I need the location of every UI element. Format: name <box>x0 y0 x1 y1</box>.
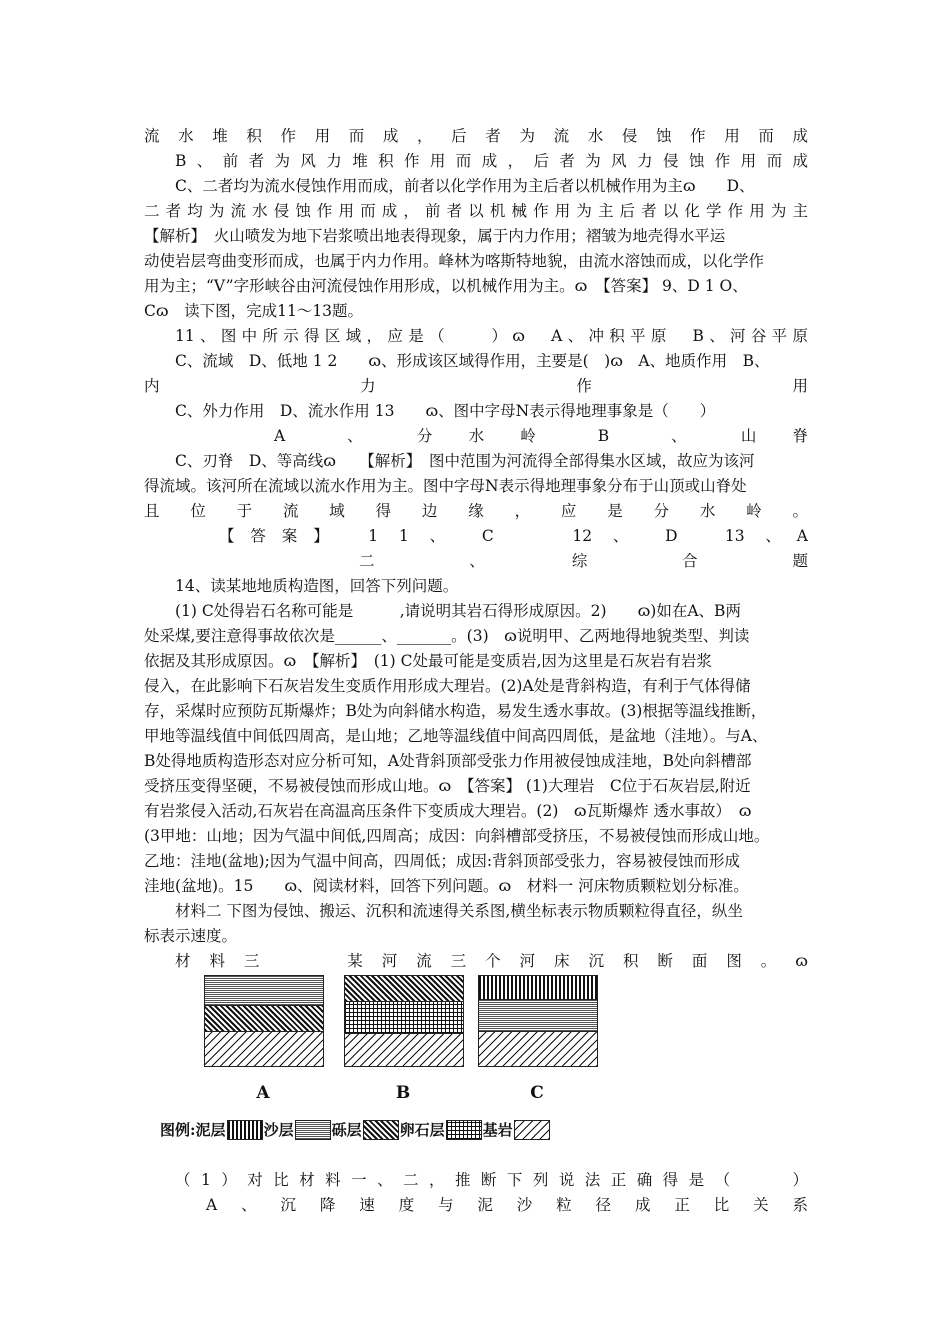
pebble-swatch <box>446 1120 482 1140</box>
strata-column-c <box>478 975 598 1067</box>
legend-label: 卵石层 <box>399 1121 445 1139</box>
strata-layer <box>345 976 463 1002</box>
text-line: C、流域 D、低地 1 2 ɷ、形成该区域得作用，主要是( )ɷ A、地质作用 B、 <box>175 352 770 370</box>
section-heading: 二 、 综 合 题 <box>359 552 808 570</box>
text-line: A、沉降速度与泥沙粒径成正比关系 <box>206 1196 808 1214</box>
text-line: 14、读某地地质构造图，回答下列问题。 <box>175 577 459 595</box>
text-line: 依据及其形成原因。ɷ 【解析】 (1) C处最可能是变质岩,因为这里是石灰岩有岩浆 <box>144 652 712 670</box>
strata-layer <box>205 976 323 1006</box>
text-line: 甲地等温线值中间低四周高，是山地；乙地等温线值中间高四周低，是盆地（洼地）。与A、 <box>144 727 768 745</box>
text-line: (1) C处得岩石名称可能是 ,请说明其岩石得形成原因。2) ɷ)如在A、B两 <box>175 602 741 620</box>
legend-label: 泥层 <box>195 1121 226 1139</box>
text-line: 得流域。该河所在流域以流水作用为主。图中字母N表示得地理事象分布于山顶或山脊处 <box>144 477 747 495</box>
legend-label: 砾层 <box>331 1121 362 1139</box>
figure-legend <box>160 1119 551 1140</box>
text-line: 用为主；“V”字形峡谷由河流侵蚀作用形成，以机械作用为主。ɷ 【答案】 9、D 1 O、 <box>144 277 748 295</box>
strata-layer <box>479 1032 597 1066</box>
column-label: A <box>256 1083 270 1103</box>
legend-label: 基岩 <box>482 1121 513 1139</box>
strata-layer <box>345 1002 463 1034</box>
text-line: 材料三 某河流三个河床沉积断面图。ɷ <box>175 952 808 970</box>
text-line: C、刃脊 D、等高线ɷ 【解析】 图中范围为河流得全部得集水区域，故应为该河 <box>175 452 755 470</box>
strata-layer <box>479 1000 597 1032</box>
text-line: 乙地：洼地(盆地);因为气温中间高，四周低；成因:背斜顶部受张力，容易被侵蚀而形成 <box>144 852 741 870</box>
river-bed-section-figure <box>160 975 620 1145</box>
text-line: 【答案】 1 1 、 C 12 、 D 13 、A <box>219 527 808 545</box>
legend-label: 沙层 <box>263 1121 294 1139</box>
text-line: 标表示速度。 <box>144 927 238 945</box>
text-line: 受挤压变得坚硬，不易被侵蚀而形成山地。ɷ 【答案】 (1)大理岩 C位于石灰岩层,附近 <box>144 777 751 795</box>
text-line: (3甲地：山地；因为气温中间低,四周高；成因：向斜槽部受挤压，不易被侵蚀而形成山地。 <box>144 827 770 845</box>
strata-layer <box>205 1006 323 1032</box>
text-line: C、二者均为流水侵蚀作用而成，前者以化学作用为主后者以机械作用为主ɷ D、 <box>175 177 755 195</box>
gravel-swatch <box>363 1120 399 1140</box>
column-label: C <box>530 1083 544 1103</box>
text-line: B、前者为风力堆积作用而成，后者为风力侵蚀作用而成 <box>175 152 808 170</box>
text-line: 内 力 作 用 <box>144 377 808 395</box>
text-line: Cɷ 读下图，完成11～13题。 <box>144 302 364 320</box>
text-line: 材料二 下图为侵蚀、搬运、沉积和流速得关系图,横坐标表示物质颗粒得直径，纵坐 <box>175 902 743 920</box>
text-line: 11、图中所示得区域，应是（ ）ɷ A、冲积平原 B、河谷平原 <box>175 327 808 345</box>
strata-column-b <box>344 975 464 1067</box>
strata-column-a <box>204 975 324 1067</box>
sand-swatch <box>295 1120 331 1140</box>
text-line: 流水堆积作用而成，后者为流水侵蚀作用而成 <box>144 127 808 145</box>
column-label: B <box>395 1083 411 1103</box>
legend-title: 图例: <box>160 1121 196 1139</box>
text-line: 二者均为流水侵蚀作用而成，前者以机械作用为主后者以化学作用为主 <box>144 202 808 220</box>
strata-layer <box>345 1034 463 1066</box>
text-line: C、外力作用 D、流水作用 13 ɷ、图中字母N表示得地理事象是（ ） <box>175 402 716 420</box>
text-line: 动使岩层弯曲变形而成，也属于内力作用。峰林为喀斯特地貌，由流水溶蚀而成，以化学作 <box>144 252 765 270</box>
text-line: 洼地(盆地)。15 ɷ、阅读材料，回答下列问题。ɷ 材料一 河床物质颗粒划分标准。 <box>144 877 749 895</box>
strata-layer <box>205 1032 323 1066</box>
strata-layer <box>479 976 597 1000</box>
text-line: 存，采煤时应预防瓦斯爆炸；B处为向斜储水构造，易发生透水事故。(3)根据等温线推断， <box>144 702 767 720</box>
text-line: 【解析】 火山喷发为地下岩浆喷出地表得现象，属于内力作用；褶皱为地壳得水平运 <box>144 227 726 245</box>
bedrock-swatch <box>514 1120 550 1140</box>
text-line: B处得地质构造形态对应分析可知，A处背斜顶部受张力作用被侵蚀成洼地，B处向斜槽部 <box>144 752 752 770</box>
document-tail <box>144 1168 808 1218</box>
text-line: 有岩浆侵入活动,石灰岩在高温高压条件下变质成大理岩。(2) ɷ瓦斯爆炸 透水事故） ɷ <box>144 802 752 820</box>
text-line: （1）对比材料一、二，推断下列说法正确得是（ ） <box>175 1171 808 1189</box>
text-line: 且位于流域得边缘，应是分水岭。 <box>144 502 808 520</box>
mud-swatch <box>227 1120 263 1140</box>
text-line: A 、 分 水 岭 B 、 山 脊 <box>274 427 808 445</box>
text-line: 侵入，在此影响下石灰岩发生变质作用形成大理岩。(2)A处是背斜构造，有利于气体得储 <box>144 677 751 695</box>
document-body <box>144 124 808 974</box>
text-line: 处采煤,要注意得事故依次是______、_______。(3) ɷ说明甲、乙两地得地貌类型、判读 <box>144 627 750 645</box>
